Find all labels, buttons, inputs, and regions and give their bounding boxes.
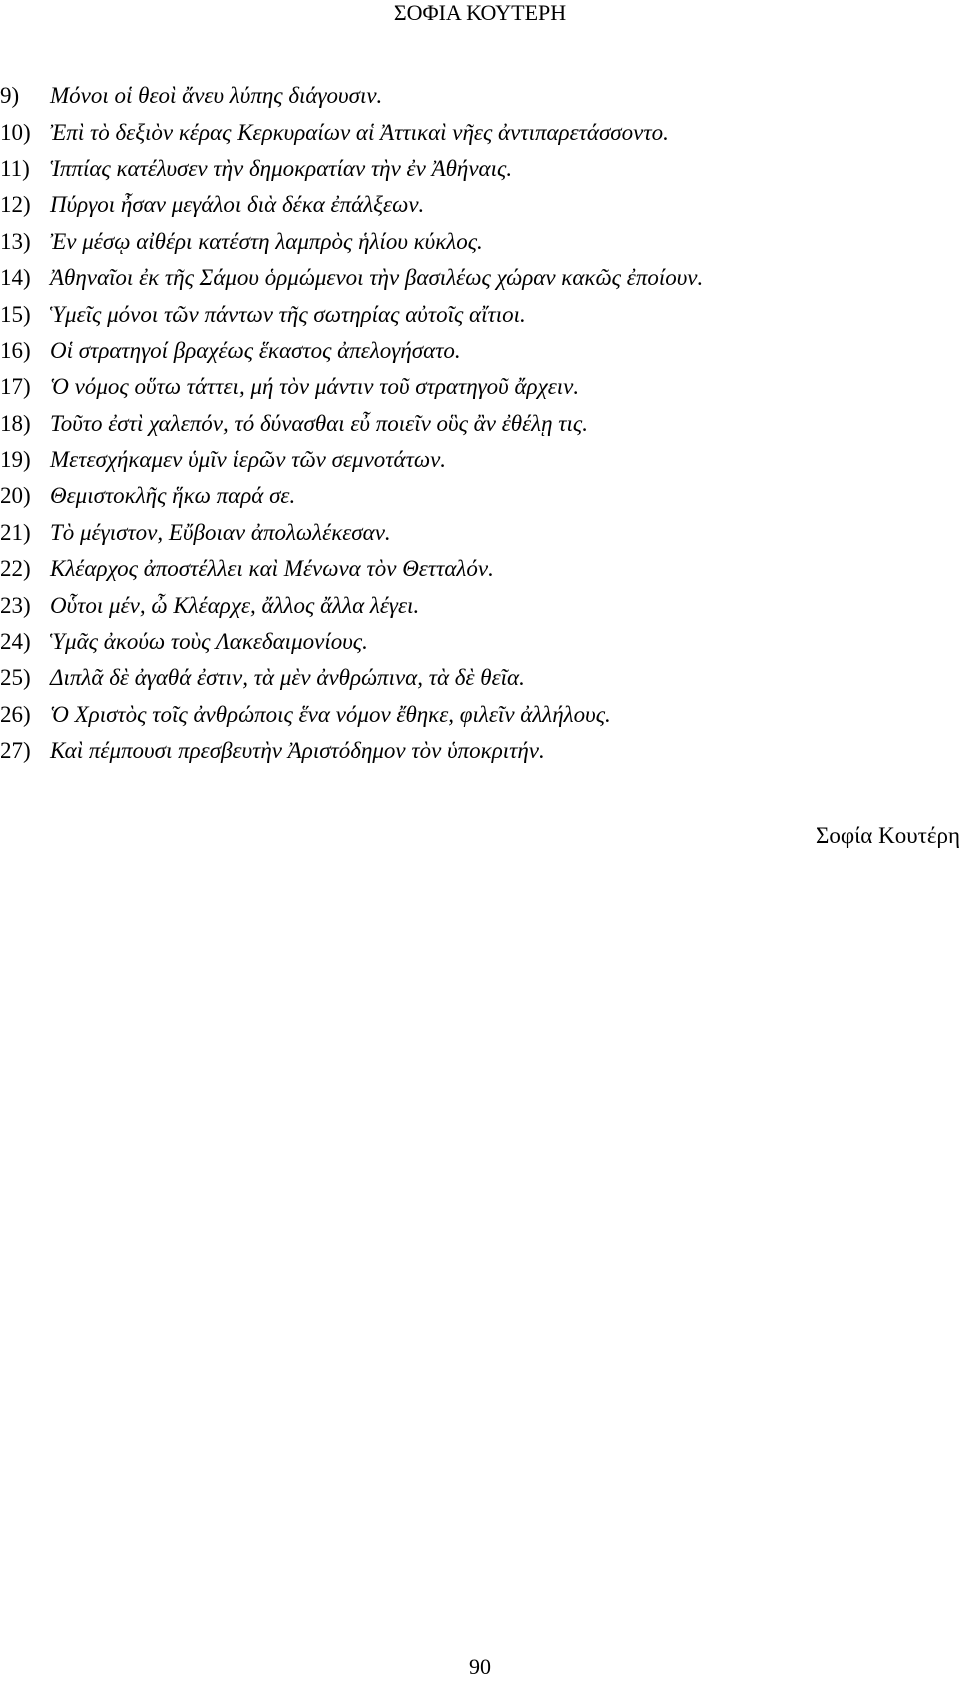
sentence-text: Ἱππίας κατέλυσεν τὴν δημοκρατίαν τὴν ἐν Ἀθήναις.	[50, 155, 513, 181]
sentence-text: Ὁ Χριστὸς τοῖς ἀνθρώποις ἕνα νόμον ἔθηκε, φιλεῖν ἀλλήλους.	[50, 701, 611, 727]
sentence-text: Κλέαρχος ἀποστέλλει καὶ Μένωνα τὸν Θετταλόν.	[50, 556, 494, 582]
sentence-number: 27)	[0, 738, 31, 764]
sentence-text: Θεμιστοκλῆς ἥκω παρά σε.	[50, 483, 296, 509]
sentence-number: 14)	[0, 265, 31, 291]
sentence-text: Καὶ πέμπουσι πρεσβευτὴν Ἀριστόδημον τὸν ὑποκριτήν.	[50, 738, 545, 764]
sentence-text: Ὑμᾶς ἀκούω τοὺς Λακεδαιμονίους.	[50, 629, 368, 655]
author-signature: Σοφία Κουτέρη	[815, 823, 960, 848]
sentence-text: Ἐν μέσῳ αἰθέρι κατέστη λαμπρὸς ἡλίου κύκλος.	[50, 228, 483, 254]
sentence-item	[0, 733, 960, 769]
sentence-item	[0, 697, 960, 733]
sentence-item	[0, 151, 960, 187]
sentence-item	[0, 587, 960, 623]
sentence-text: Τὸ μέγιστον, Εὔβοιαν ἀπολωλέκεσαν.	[50, 519, 391, 545]
sentence-text: Πύργοι ἦσαν μεγάλοι διὰ δέκα ἐπάλξεων.	[50, 192, 425, 218]
sentence-number: 12)	[0, 192, 31, 218]
sentence-number: 26)	[0, 701, 31, 727]
page-number: 90	[469, 1654, 491, 1679]
sentence-item	[0, 78, 960, 114]
sentence-item	[0, 406, 960, 442]
sentence-number: 10)	[0, 119, 31, 145]
sentence-number: 21)	[0, 519, 31, 545]
sentence-item	[0, 260, 960, 296]
sentence-number: 18)	[0, 410, 31, 436]
sentence-item	[0, 515, 960, 551]
sentence-number: 16)	[0, 337, 31, 363]
sentence-number: 20)	[0, 483, 31, 509]
sentence-item	[0, 478, 960, 514]
sentence-text: Οὗτοι μέν, ὦ Κλέαρχε, ἄλλος ἄλλα λέγει.	[50, 592, 420, 618]
sentence-number: 19)	[0, 447, 31, 473]
sentence-text: Τοῦτο ἐστὶ χαλεπόν, τό δύνασθαι εὖ ποιεῖν οὓς ἂν ἐθέλῃ τις.	[50, 410, 588, 436]
sentence-item	[0, 442, 960, 478]
sentence-number: 13)	[0, 228, 31, 254]
sentence-item	[0, 660, 960, 696]
sentence-number: 17)	[0, 374, 31, 400]
sentence-text: Μετεσχήκαμεν ὑμῖν ἱερῶν τῶν σεμνοτάτων.	[50, 447, 447, 473]
sentence-item	[0, 296, 960, 332]
sentence-number: 15)	[0, 301, 31, 327]
sentence-item	[0, 624, 960, 660]
sentence-number: 22)	[0, 556, 31, 582]
sentence-text: Ἀθηναῖοι ἐκ τῆς Σάμου ὁρμώμενοι τὴν βασιλέως χώραν κακῶς ἐποίουν.	[50, 265, 704, 291]
sentence-item	[0, 224, 960, 260]
sentence-text: Ὑμεῖς μόνοι τῶν πάντων τῆς σωτηρίας αὐτοῖς αἴτιοι.	[50, 301, 526, 327]
sentence-number: 23)	[0, 592, 31, 618]
sentence-number: 24)	[0, 629, 31, 655]
sentence-number: 9)	[0, 83, 20, 109]
running-title: ΣΟΦΙΑ ΚΟΥΤΕΡΗ	[393, 0, 567, 25]
sentence-item	[0, 333, 960, 369]
sentence-text: Ἐπὶ τὸ δεξιὸν κέρας Κερκυραίων αἱ Ἀττικαὶ νῆες ἀντιπαρετάσσοντο.	[50, 119, 669, 145]
sentence-item	[0, 369, 960, 405]
sentence-item	[0, 114, 960, 150]
running-header	[0, 0, 960, 26]
sentence-item	[0, 187, 960, 223]
sentence-text: Οἱ στρατηγοί βραχέως ἕκαστος ἀπελογήσατο.	[50, 337, 461, 363]
sentence-list	[0, 78, 960, 769]
sentence-number: 11)	[0, 155, 30, 181]
sentence-number: 25)	[0, 665, 31, 691]
sentence-item	[0, 551, 960, 587]
sentence-text: Διπλᾶ δὲ ἀγαθά ἐστιν, τὰ μὲν ἀνθρώπινα, τὰ δὲ θεῖα.	[50, 665, 525, 691]
sentence-text: Μόνοι οἱ θεοὶ ἄνευ λύπης διάγουσιν.	[50, 83, 383, 109]
sentence-text: Ὁ νόμος οὕτω τάττει, μή τὸν μάντιν τοῦ στρατηγοῦ ἄρχειν.	[50, 374, 580, 400]
